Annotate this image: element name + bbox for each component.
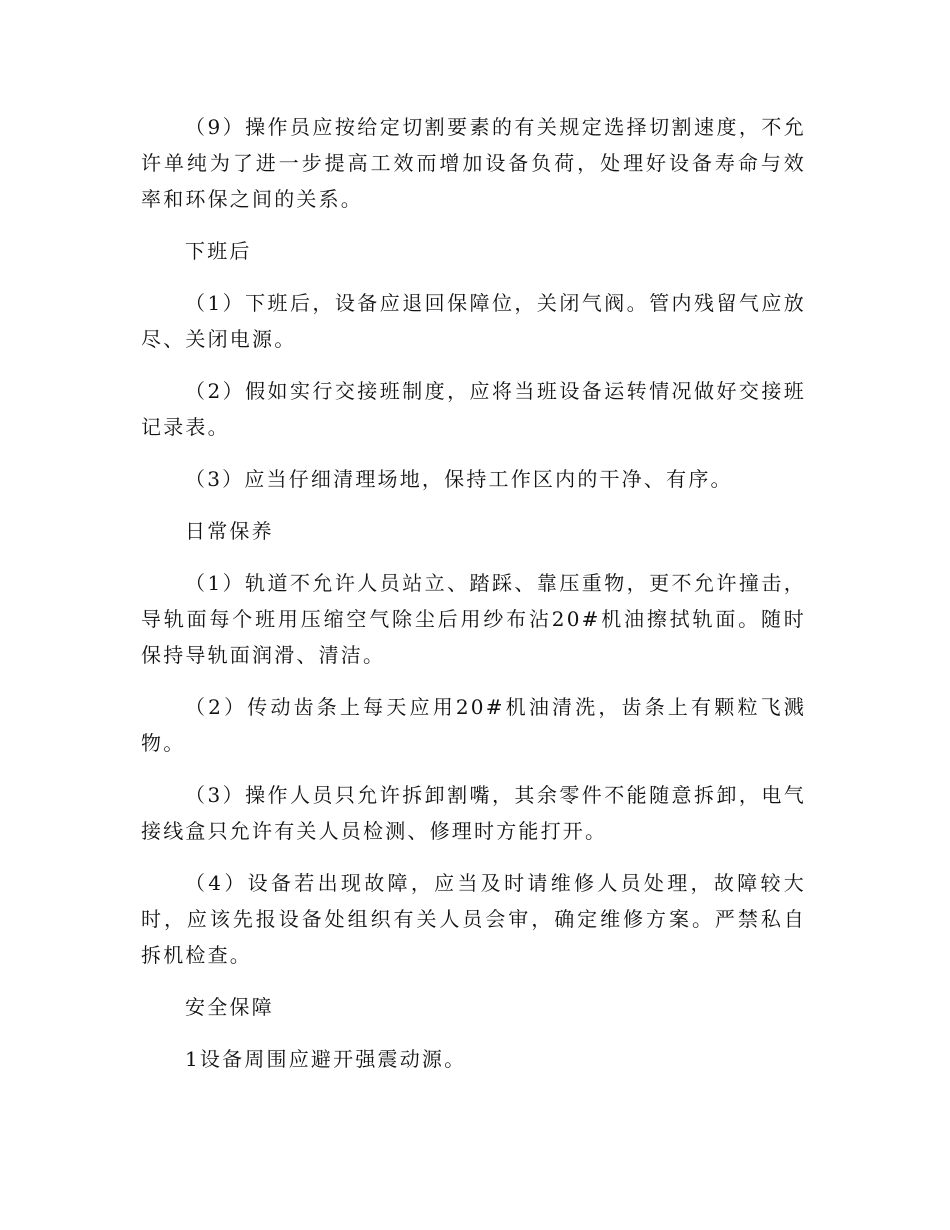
document-body [141,109,806,1093]
section-heading-after-shift: 下班后 [185,239,252,263]
section-heading-safety: 安全保障 [185,995,274,1019]
paragraph-maintenance-3: （3）操作人员只允许拆卸割嘴，其余零件不能随意拆卸，电气接线盒只允许有关人员检测、修理时方能打开。 [141,783,806,843]
paragraph-after-shift-3: （3）应当仔细清理场地，保持工作区内的干净、有序。 [185,467,733,491]
paragraph-maintenance-4: （4）设备若出现故障，应当及时请维修人员处理，故障较大时，应该先报设备处组织有关人员会审，确定维修方案。严禁私自拆机检查。 [141,871,806,967]
paragraph-maintenance-1: （1）轨道不允许人员站立、踏踩、靠压重物，更不允许撞击，导轨面每个班用压缩空气除尘后用纱布沾20#机油擦拭轨面。随时保持导轨面润滑、清洁。 [141,571,806,667]
paragraph-maintenance-2: （2）传动齿条上每天应用20#机油清洗，齿条上有颗粒飞溅物。 [141,695,806,755]
paragraph-9-cutting-speed: （9）操作员应按给定切割要素的有关规定选择切割速度，不允许单纯为了进一步提高工效而增加设备负荷，处理好设备寿命与效率和环保之间的关系。 [141,115,806,211]
paragraph-safety-1: 1设备周围应避开强震动源。 [185,1047,467,1071]
paragraph-after-shift-1: （1）下班后，设备应退回保障位，关闭气阀。管内残留气应放尽、关闭电源。 [141,291,806,351]
paragraph-after-shift-2: （2）假如实行交接班制度，应将当班设备运转情况做好交接班记录表。 [141,379,806,439]
section-heading-daily-maintenance: 日常保养 [185,519,274,543]
